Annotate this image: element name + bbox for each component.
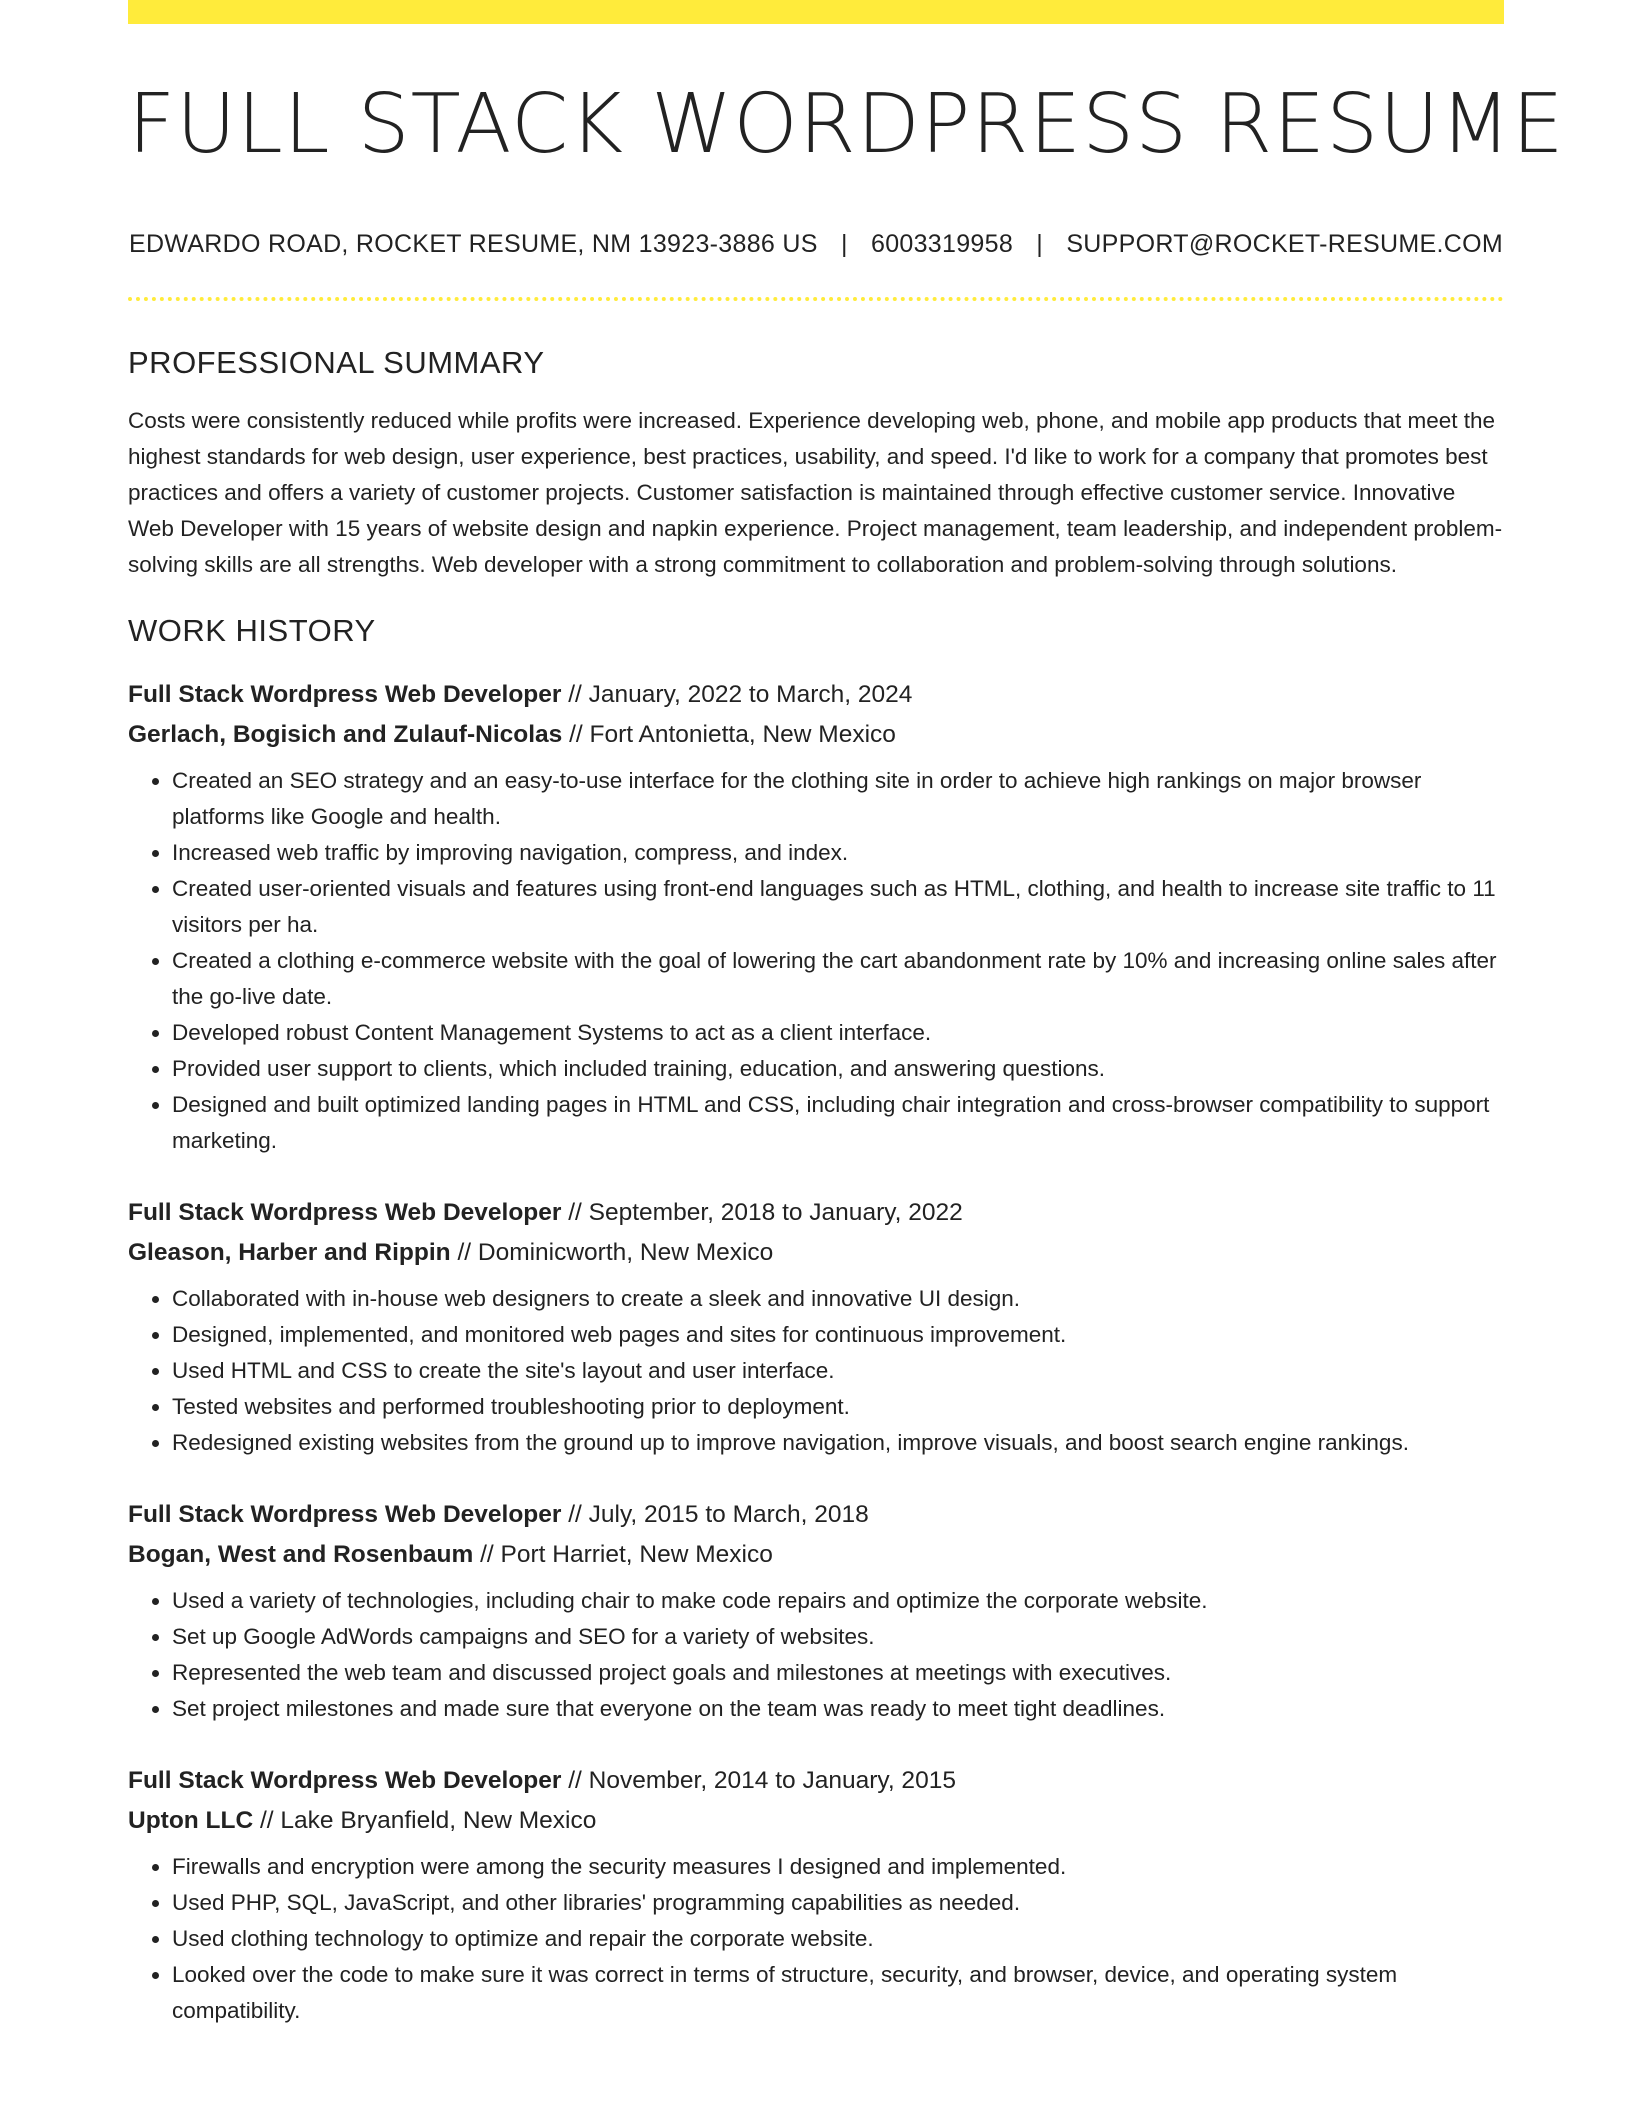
job-role: Full Stack Wordpress Web Developer: [128, 1501, 562, 1529]
list-item: • Created a clothing e-commerce website with the goal of lowering the cart abandonment rate by 10% and increasing online sales after the go-live date.: [172, 943, 1504, 1015]
list-item: • Increased web traffic by improving navigation, compress, and index.: [172, 835, 1504, 871]
contact-email[interactable]: SUPPORT@ROCKET-RESUME.COM: [1066, 230, 1503, 259]
list-item: • Firewalls and encryption were among the security measures I designed and implemented.: [172, 1849, 1504, 1885]
contact-separator: |: [1036, 230, 1044, 259]
list-item: • Set project milestones and made sure that everyone on the team was ready to meet tight deadlines.: [172, 1691, 1504, 1727]
job-role: Full Stack Wordpress Web Developer: [128, 1199, 562, 1227]
list-item: • Created an SEO strategy and an easy-to-use interface for the clothing site in order to achieve high rankings on major browser platforms like Google and health.: [172, 763, 1504, 835]
summary-text: Costs were consistently reduced while profits were increased. Experience developing web, phone, and mobile app products that meet the highest standards for web design, user experience, best practices, usability, and speed. I'd like to work for a company that promotes best practices and offers a variety of customer projects. Customer satisfaction is maintained through effective customer service. Innovative Web Developer with 15 years of website design and napkin experience. Project management, team leadership, and independent problem-solving skills are all strengths. Web developer with a strong commitment to collaboration and problem-solving through solutions.: [128, 408, 1503, 578]
summary-heading: PROFESSIONAL SUMMARY: [128, 345, 545, 381]
list-item: • Used a variety of technologies, including chair to make code repairs and optimize the corporate website.: [172, 1583, 1504, 1619]
job-company-line: [128, 1535, 1504, 1575]
contact-address: EDWARDO ROAD, ROCKET RESUME, NM 13923-3886 US: [129, 230, 818, 259]
accent-top-bar: [128, 0, 1504, 24]
list-item: • Developed robust Content Management Systems to act as a client interface.: [172, 1015, 1504, 1051]
job-bullets: [128, 1849, 1504, 2029]
job-company: Gleason, Harber and Rippin: [128, 1239, 451, 1267]
contact-separator: |: [840, 230, 848, 259]
job-company: Upton LLC: [128, 1807, 254, 1835]
contact-line: [128, 230, 1504, 259]
job-location: // Dominicworth, New Mexico: [457, 1239, 774, 1267]
job-bullets: [128, 763, 1504, 1159]
list-item: • Redesigned existing websites from the ground up to improve navigation, improve visuals, and boost search engine rankings.: [172, 1425, 1504, 1461]
job-dates: // September, 2018 to January, 2022: [568, 1199, 963, 1227]
job-location: // Fort Antonietta, New Mexico: [569, 721, 896, 749]
contact-phone[interactable]: 6003319958: [870, 230, 1014, 259]
list-item: • Tested websites and performed troubleshooting prior to deployment.: [172, 1389, 1504, 1425]
job-role: Full Stack Wordpress Web Developer: [128, 681, 562, 709]
job-location: // Lake Bryanfield, New Mexico: [260, 1807, 597, 1835]
job-bullets: [128, 1281, 1504, 1461]
job-role-line: [128, 675, 1504, 715]
work-history-list: [128, 675, 1504, 2029]
job-company-line: [128, 1233, 1504, 1273]
job-company-line: [128, 715, 1504, 755]
job-company: Gerlach, Bogisich and Zulauf-Nicolas: [128, 721, 563, 749]
work-history-heading: WORK HISTORY: [128, 613, 376, 649]
job-role-line: [128, 1495, 1504, 1535]
list-item: • Collaborated with in-house web designers to create a sleek and innovative UI design.: [172, 1281, 1504, 1317]
job-role-line: [128, 1193, 1504, 1233]
resume-page: [128, 0, 1565, 2029]
job-dates: // November, 2014 to January, 2015: [568, 1767, 956, 1795]
list-item: • Represented the web team and discussed project goals and milestones at meetings with executives.: [172, 1655, 1504, 1691]
list-item: • Designed and built optimized landing pages in HTML and CSS, including chair integration and cross-browser compatibility to support marketing.: [172, 1087, 1504, 1159]
job-company: Bogan, West and Rosenbaum: [128, 1541, 474, 1569]
list-item: • Looked over the code to make sure it was correct in terms of structure, security, and browser, device, and operating system compatibility.: [172, 1957, 1504, 2029]
resume-title: FULL STACK WORDPRESS RESUME: [128, 77, 1565, 172]
dotted-divider: [128, 297, 1504, 301]
job-location: // Port Harriet, New Mexico: [480, 1541, 773, 1569]
job-bullets: [128, 1583, 1504, 1727]
job-role-line: [128, 1761, 1504, 1801]
job-entry: [128, 1761, 1504, 2029]
job-company-line: [128, 1801, 1504, 1841]
job-dates: // July, 2015 to March, 2018: [568, 1501, 869, 1529]
job-role: Full Stack Wordpress Web Developer: [128, 1767, 562, 1795]
list-item: • Used clothing technology to optimize and repair the corporate website.: [172, 1921, 1504, 1957]
job-dates: // January, 2022 to March, 2024: [568, 681, 913, 709]
list-item: • Created user-oriented visuals and features using front-end languages such as HTML, clothing, and health to increase site traffic to 11 visitors per ha.: [172, 871, 1504, 943]
job-entry: [128, 675, 1504, 1159]
list-item: • Used PHP, SQL, JavaScript, and other libraries' programming capabilities as needed.: [172, 1885, 1504, 1921]
list-item: • Designed, implemented, and monitored web pages and sites for continuous improvement.: [172, 1317, 1504, 1353]
list-item: • Provided user support to clients, which included training, education, and answering questions.: [172, 1051, 1504, 1087]
list-item: • Set up Google AdWords campaigns and SEO for a variety of websites.: [172, 1619, 1504, 1655]
list-item: • Used HTML and CSS to create the site's layout and user interface.: [172, 1353, 1504, 1389]
job-entry: [128, 1193, 1504, 1461]
job-entry: [128, 1495, 1504, 1727]
